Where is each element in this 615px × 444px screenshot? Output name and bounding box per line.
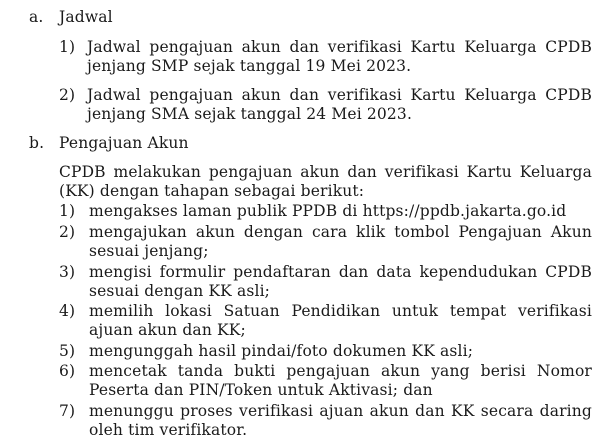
section-b-marker: b. (29, 134, 45, 152)
step-3-line-2: sesuai dengan KK asli; (89, 282, 271, 300)
section-a-title: Jadwal (59, 8, 113, 26)
step-4-number: 4) (59, 302, 76, 320)
step-7-line-2: oleh tim verifikator. (89, 421, 248, 439)
step-6-number: 6) (59, 362, 76, 380)
step-7-line-1: menunggu proses verifikasi ajuan akun dan KK secara daring (89, 402, 592, 420)
step-1-line-1: mengakses laman publik PPDB di https://ppdb.jakarta.go.id (89, 202, 567, 220)
step-5-number: 5) (59, 342, 76, 360)
intro-line-2: (KK) dengan tahapan sebagai berikut: (59, 182, 365, 200)
step-2-number: 2) (59, 223, 76, 241)
schedule-item-1-number: 1) (59, 38, 76, 56)
step-1-number: 1) (59, 202, 76, 220)
step-5-line-1: mengunggah hasil pindai/foto dokumen KK asli; (89, 342, 474, 360)
step-3-number: 3) (59, 263, 76, 281)
step-2-line-1: mengajukan akun dengan cara klik tombol Pengajuan Akun (89, 223, 592, 241)
step-7-number: 7) (59, 402, 76, 420)
step-4-line-2: ajuan akun dan KK; (89, 321, 246, 339)
section-a-marker: a. (29, 8, 44, 26)
schedule-item-1-line-2: jenjang SMP sejak tanggal 19 Mei 2023. (87, 57, 412, 75)
step-6-line-2: Peserta dan PIN/Token untuk Aktivasi; dan (89, 381, 433, 399)
step-3-line-1: mengisi formulir pendaftaran dan data kependudukan CPDB (89, 263, 592, 281)
schedule-item-1-line-1: Jadwal pengajuan akun dan verifikasi Kartu Keluarga CPDB (87, 38, 592, 56)
schedule-item-2-number: 2) (59, 86, 76, 104)
step-4-line-1: memilih lokasi Satuan Pendidikan untuk tempat verifikasi (89, 302, 592, 320)
step-6-line-1: mencetak tanda bukti pengajuan akun yang berisi Nomor (89, 362, 592, 380)
schedule-item-2-line-1: Jadwal pengajuan akun dan verifikasi Kartu Keluarga CPDB (87, 86, 592, 104)
step-2-line-2: sesuai jenjang; (89, 242, 209, 260)
schedule-item-2-line-2: jenjang SMA sejak tanggal 24 Mei 2023. (87, 105, 413, 123)
intro-line-1: CPDB melakukan pengajuan akun dan verifikasi Kartu Keluarga (59, 163, 592, 181)
section-b-title: Pengajuan Akun (59, 134, 189, 152)
